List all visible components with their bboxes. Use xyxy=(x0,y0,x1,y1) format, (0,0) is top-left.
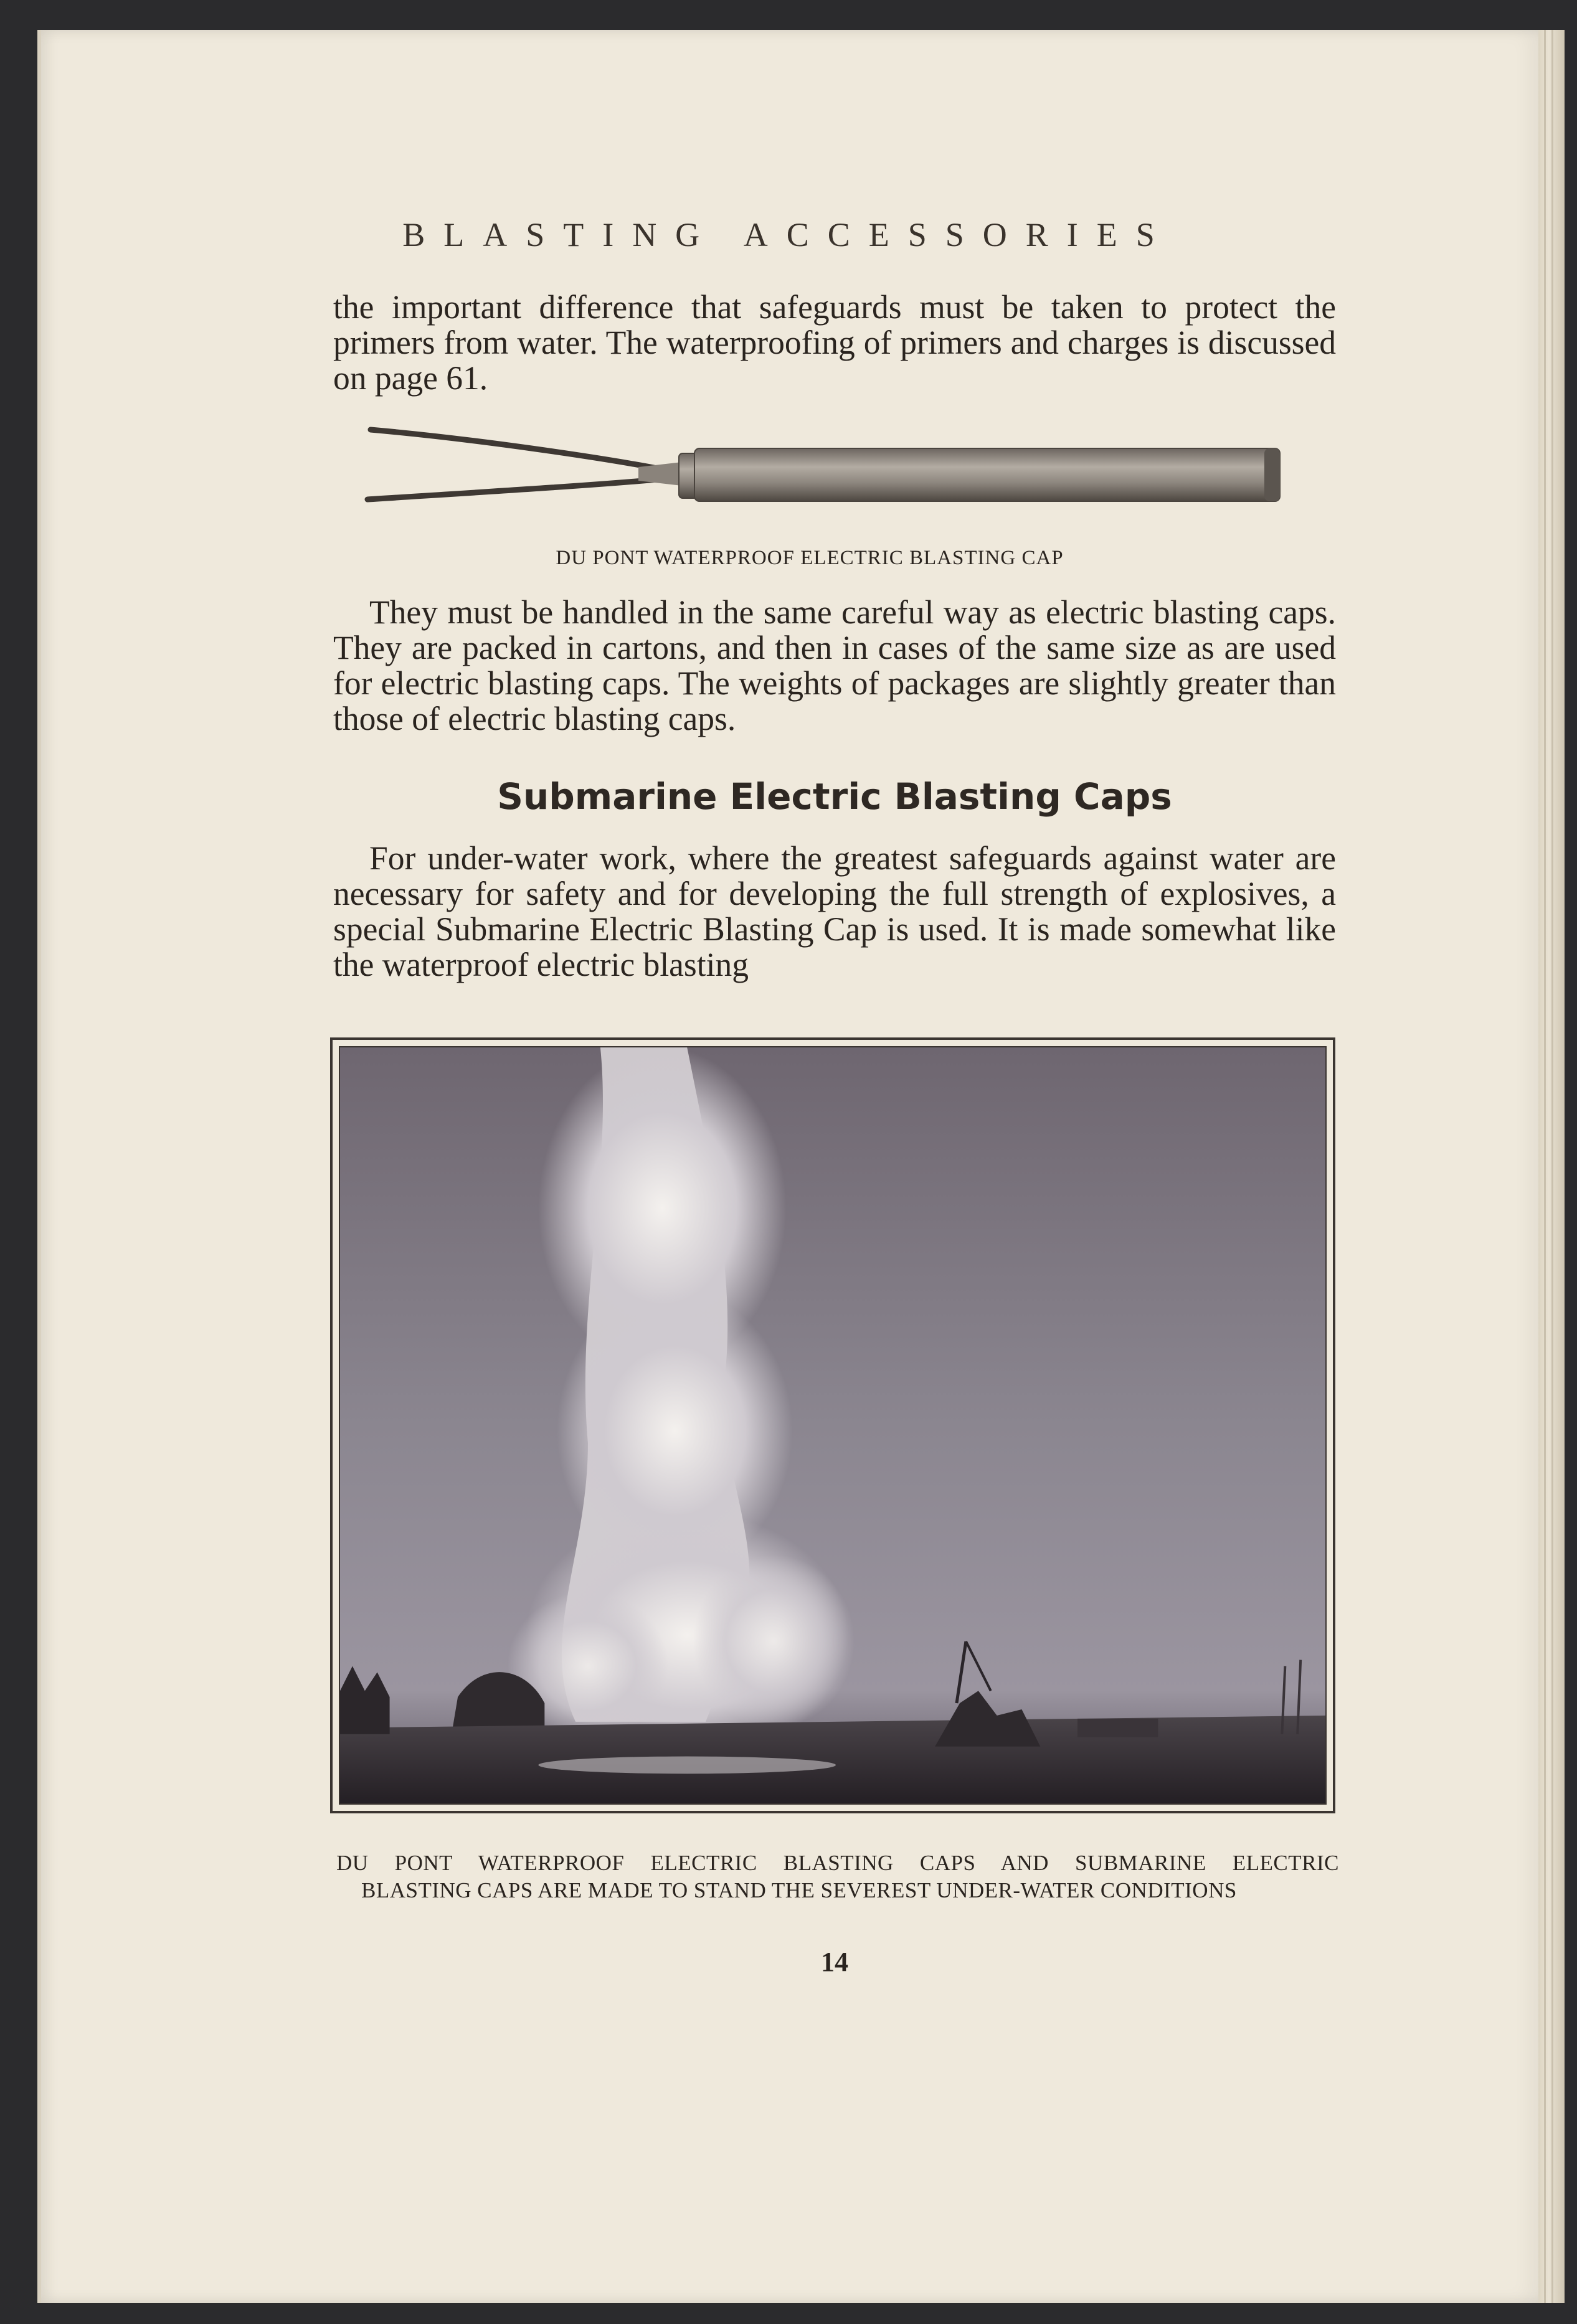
page-edge-line xyxy=(1544,30,1546,2303)
figure-2-caption xyxy=(336,1849,1339,1904)
paragraph-1 xyxy=(333,290,1336,396)
electric-blasting-cap-icon xyxy=(364,423,1302,517)
figure-2-caption-rest: BLASTING CAPS ARE MADE TO STAND THE SEVEREST UNDER-WATER CONDITIONS xyxy=(361,1878,1237,1902)
photo-inner-frame xyxy=(339,1046,1327,1805)
underwater-blast-photo xyxy=(330,1037,1335,1813)
running-head: BLASTING ACCESSORIES xyxy=(402,216,1173,253)
page-edge-line xyxy=(1551,30,1553,2303)
paragraph-3-text: For under-water work, where the greatest safeguards against water are necessary for safety and for developing the full strength of explosives, a special Submarine Electric Blasting Cap is used. It is made somewhat like the waterproof electric blasting xyxy=(333,839,1336,983)
explosion-photo-icon xyxy=(340,1047,1325,1803)
paragraph-1-text: the important difference that safeguards must be taken to protect the primers from water. The waterproofing of primers and charges is discussed on page 61. xyxy=(333,288,1336,397)
paragraph-2-text: They must be handled in the same careful way as electric blasting caps. They are packed in cartons, and then in cases of the same size as are used for electric blasting caps. The weights of packages are slightly greater than those of electric blasting caps. xyxy=(333,593,1336,737)
figure-1-caption: DU PONT WATERPROOF ELECTRIC BLASTING CAP xyxy=(556,547,1064,569)
section-title: Submarine Electric Blasting Caps xyxy=(497,775,1172,818)
page-number: 14 xyxy=(821,1947,848,1977)
paragraph-2 xyxy=(333,595,1336,737)
paragraph-3 xyxy=(333,841,1336,983)
figure-2-caption-line-1: DU PONT WATERPROOF ELECTRIC BLASTING CAPS AND SUBMARINE ELECTRIC xyxy=(336,1851,1339,1875)
